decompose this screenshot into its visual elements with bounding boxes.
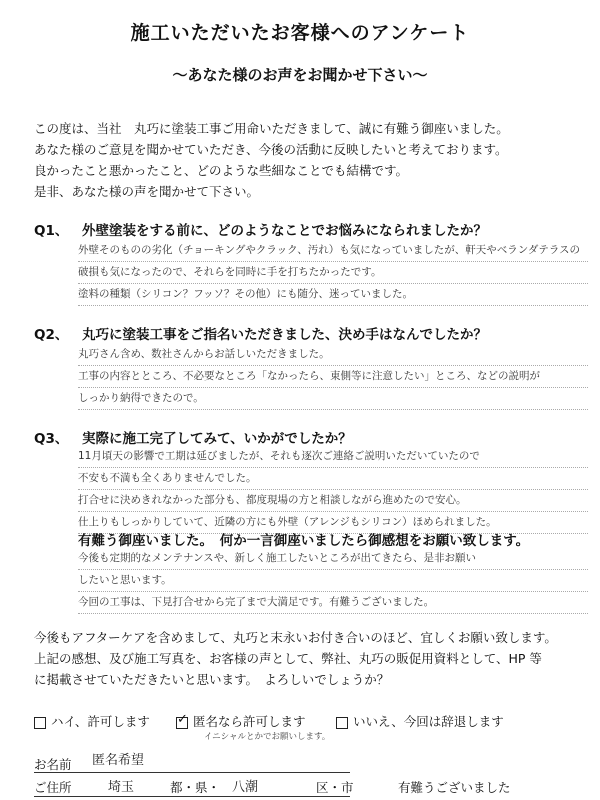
- survey-subtitle: ～あなた様のお声をお聞かせ下さい～: [172, 66, 428, 84]
- intro-text: [34, 118, 574, 202]
- comment-answer: [78, 548, 588, 614]
- answer-line: 工事の内容とところ、不必要なところ「なかったら、東側等に注意したい」ところ、などの説明が: [78, 366, 588, 388]
- question-3: [34, 427, 352, 447]
- address-label: ご住所: [34, 780, 72, 795]
- question-text: 丸巧に塗装工事をご指名いただきました、決め手はなんでしたか？: [82, 327, 487, 343]
- closing-thanks: 有難うございました: [398, 780, 511, 795]
- footer-line: に掲載させていただきたいと思います。 よろしいでしょうか？: [34, 672, 390, 687]
- answer-line: 打合せに決めきれなかった部分も、都度現場の方と相談しながら進めたので安心。: [78, 490, 588, 512]
- address-todofuken: 都・県・: [170, 780, 221, 795]
- intro-line: 良かったこと悪かったこと、どのような些細なことでも結構です。: [34, 163, 409, 178]
- answer-line: したいと思います。: [78, 570, 588, 592]
- address-city: 八潮: [232, 780, 259, 795]
- survey-title: 施工いただいたお客様へのアンケート: [130, 22, 470, 44]
- option-decline[interactable]: [336, 712, 504, 730]
- question-number: Q3、: [34, 431, 69, 447]
- question-number: Q2、: [34, 327, 69, 343]
- answer-line: 11月頃天の影響で工期は延びましたが、それも逐次ご連絡ご説明いただいていたので: [78, 446, 588, 468]
- checkbox[interactable]: [34, 717, 46, 729]
- name-label: お名前: [34, 757, 72, 772]
- footer-line: 今後もアフターケアを含めまして、丸巧と末永いお付き合いのほど、宜しくお願い致します。: [34, 630, 557, 645]
- answer-line: 不安も不満も全くありませんでした。: [78, 468, 588, 490]
- answer-line: 塗料の種類（シリコン？フッソ？その他）にも随分、迷っていました。: [78, 284, 588, 306]
- address-underline: [34, 795, 350, 797]
- answer-1: [78, 240, 588, 306]
- answer-line: 今回の工事は、下見打合せから完了まで大満足です。有難うございました。: [78, 592, 588, 614]
- name-value: 匿名希望: [92, 753, 145, 768]
- answer-line: 丸巧さん含め、数社さんからお話しいただきました。: [78, 344, 588, 366]
- option-label: ハイ、許可します: [51, 714, 150, 729]
- answer-line: 外壁そのものの劣化（チョーキングやクラック、汚れ）も気になっていましたが、軒天やベランダテラスの: [78, 240, 588, 262]
- checkbox[interactable]: [176, 717, 188, 729]
- intro-line: 是非、あなた様の声を聞かせて下さい。: [34, 184, 260, 199]
- answer-line: 破損も気になったので、それらを同時に手を打ちたかったです。: [78, 262, 588, 284]
- question-text: 外壁塗装をする前に、どのようなことでお悩みになられましたか？: [82, 223, 487, 239]
- address-prefecture: 埼玉: [108, 780, 135, 795]
- answer-line: 仕上りもしっかりしていて、近隣の方にも外壁（アレンジもシリコン）ほめられました。: [78, 512, 588, 534]
- question-number: Q1、: [34, 223, 69, 239]
- permission-request: [34, 627, 574, 690]
- question-2: [34, 323, 487, 343]
- address-ku-shi: 区・市: [316, 780, 354, 795]
- intro-line: あなた様のご意見を聞かせていただき、今後の活動に反映したいと考えております。: [34, 142, 508, 157]
- name-underline: [34, 771, 350, 773]
- option-anonymous[interactable]: [176, 712, 306, 730]
- answer-line: しっかり納得できたので。: [78, 388, 588, 410]
- footer-line: 上記の感想、及び施工写真を、お客様の声として、弊社、丸巧の販促用資料として、HP 等: [34, 651, 542, 666]
- question-text: 実際に施工完了してみて、いかがでしたか？: [82, 431, 352, 447]
- checkbox[interactable]: [336, 717, 348, 729]
- option-allow[interactable]: [34, 712, 150, 730]
- option-label: いいえ、今回は辞退します: [353, 714, 504, 729]
- answer-2: [78, 344, 588, 410]
- question-1: [34, 219, 487, 239]
- option-label: 匿名なら許可します: [193, 714, 306, 729]
- comment-heading: 有難う御座いました。 何か一言御座いましたら御感想をお願い致します。: [78, 533, 530, 549]
- answer-line: 今後も定期的なメンテナンスや、新しく施工したいところが出てきたら、是非お願い: [78, 548, 588, 570]
- answer-3: [78, 446, 588, 534]
- option-note: イニシャルとかでお願いします。: [204, 732, 331, 742]
- intro-line: この度は、当社 丸巧に塗装工事ご用命いただきまして、誠に有難う御座いました。: [34, 121, 509, 136]
